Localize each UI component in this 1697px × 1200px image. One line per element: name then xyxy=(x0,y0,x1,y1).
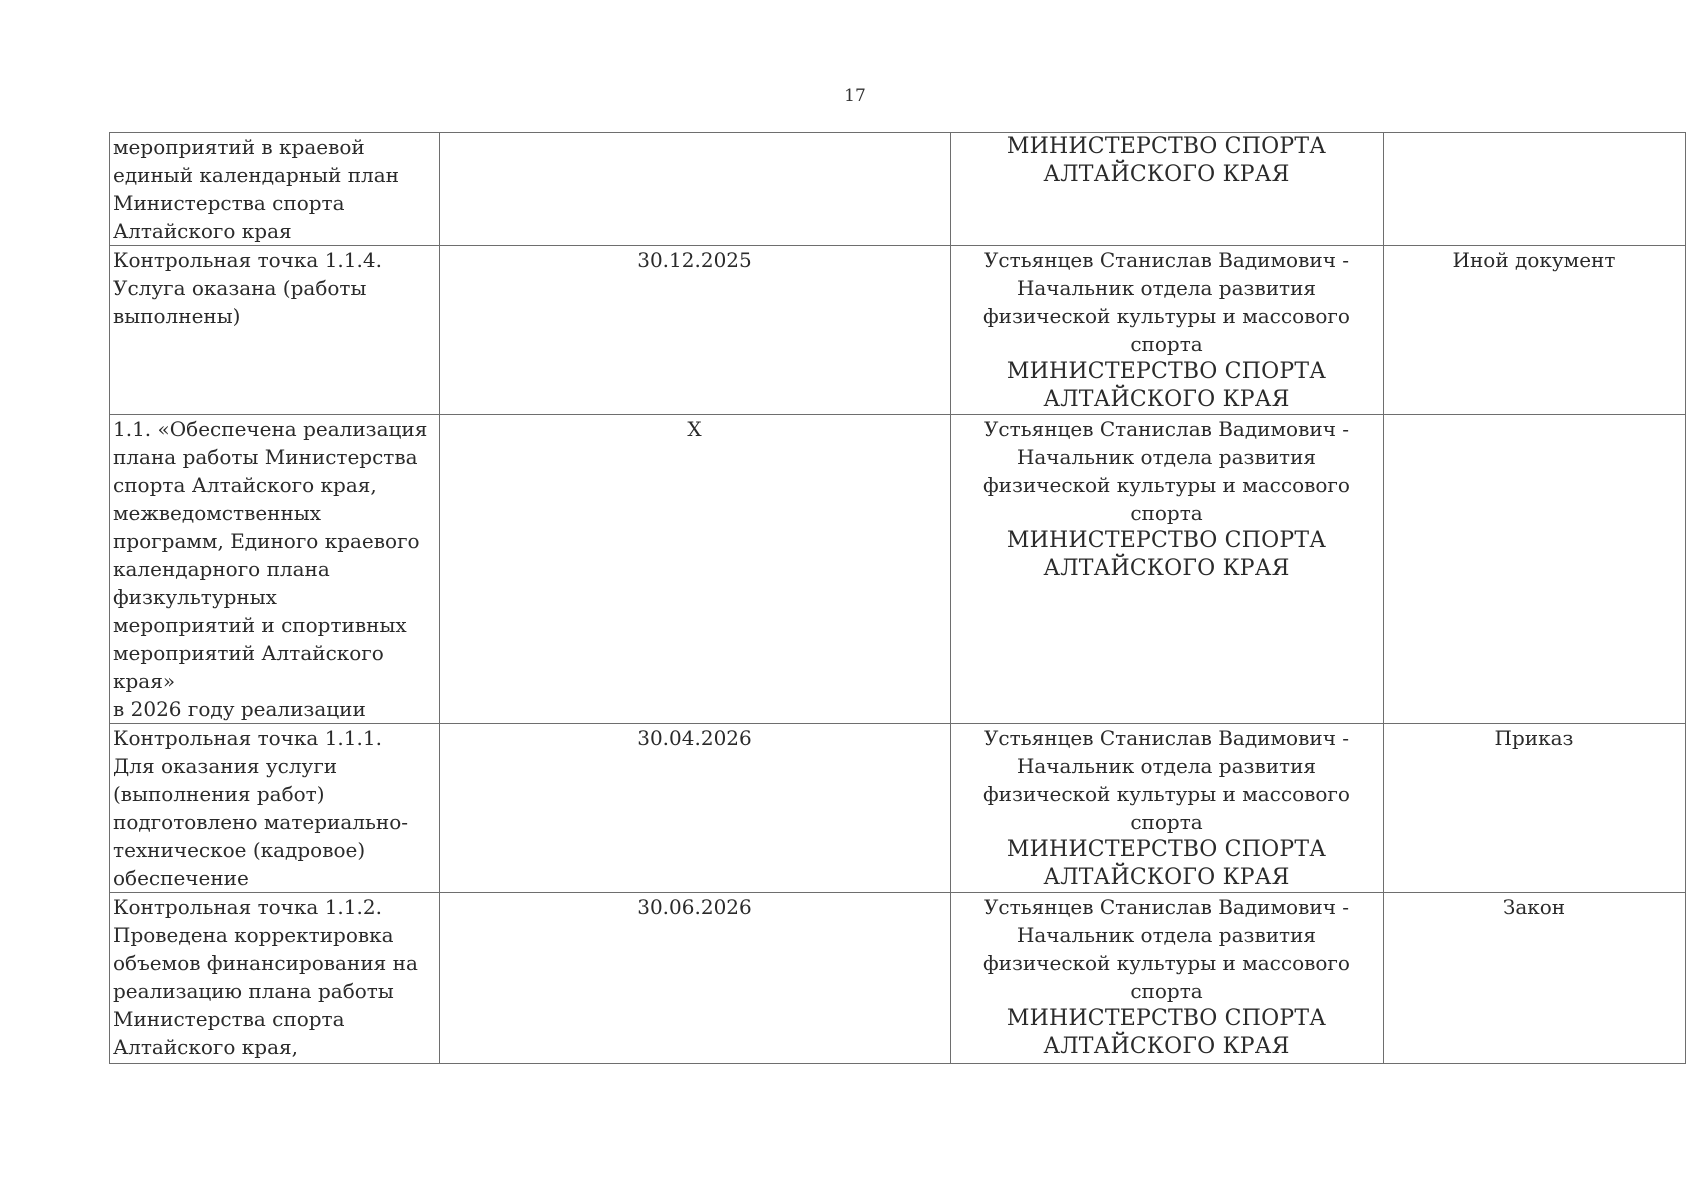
responsible-line: спорта xyxy=(1130,501,1203,525)
event-name-line: мероприятий и спортивных xyxy=(113,613,407,637)
event-name-line: плана работы Министерства xyxy=(113,445,418,469)
document-type-value: Приказ xyxy=(1494,726,1574,750)
table-row xyxy=(110,133,1686,246)
responsible-line: спорта xyxy=(1130,979,1203,1003)
document-type-value: Иной документ xyxy=(1452,248,1616,272)
event-name-line: мероприятий Алтайского xyxy=(113,641,384,665)
responsible-cell xyxy=(951,246,1384,415)
control-points-table xyxy=(109,132,1686,1064)
deadline-cell xyxy=(440,724,951,893)
responsible-line: Устьянцев Станислав Вадимович - xyxy=(983,248,1350,272)
document-type-cell xyxy=(1384,415,1686,724)
responsible-line: физической культуры и массового xyxy=(983,782,1350,806)
event-name-line: в 2026 году реализации xyxy=(113,697,366,721)
responsible-line: спорта xyxy=(1130,810,1203,834)
event-name-line: реализацию плана работы xyxy=(113,979,394,1003)
document-type-cell xyxy=(1384,893,1686,1064)
responsible-line: физической культуры и массового xyxy=(983,951,1350,975)
event-name-line: объемов финансирования на xyxy=(113,951,418,975)
event-name-line: выполнены) xyxy=(113,304,241,328)
event-name-line: Проведена корректировка xyxy=(113,923,394,947)
event-name-line: Алтайского края xyxy=(113,219,292,243)
deadline-cell xyxy=(440,893,951,1064)
event-name-line: Услуга оказана (работы xyxy=(113,276,367,300)
responsible-line: Начальник отдела развития xyxy=(1016,923,1317,947)
event-name-line: межведомственных xyxy=(113,501,322,525)
responsible-line: Начальник отдела развития xyxy=(1016,276,1317,300)
event-name-line: техническое (кадровое) xyxy=(113,838,366,862)
responsible-cell xyxy=(951,893,1384,1064)
responsible-line: Начальник отдела развития xyxy=(1016,445,1317,469)
responsible-line: Устьянцев Станислав Вадимович - xyxy=(983,895,1350,919)
event-name-line: программ, Единого краевого xyxy=(113,529,420,553)
deadline-cell xyxy=(440,133,951,246)
responsible-cell xyxy=(951,724,1384,893)
table-row xyxy=(110,415,1686,724)
responsible-line: Устьянцев Станислав Вадимович - xyxy=(983,417,1350,441)
event-name-line: Министерства спорта xyxy=(113,191,345,215)
event-name-line: Контрольная точка 1.1.4. xyxy=(113,248,382,272)
organization-line: АЛТАЙСКОГО КРАЯ xyxy=(1043,865,1290,890)
event-name-line: края» xyxy=(113,669,176,693)
deadline-cell xyxy=(440,415,951,724)
organization-line: АЛТАЙСКОГО КРАЯ xyxy=(1043,1034,1290,1059)
event-name-cell xyxy=(110,246,440,415)
document-type-cell xyxy=(1384,133,1686,246)
event-name-cell xyxy=(110,724,440,893)
event-name-line: Контрольная точка 1.1.1. xyxy=(113,726,382,750)
organization-line: АЛТАЙСКОГО КРАЯ xyxy=(1043,387,1290,412)
event-name-line: календарного плана xyxy=(113,557,330,581)
deadline-value: 30.04.2026 xyxy=(637,726,752,750)
responsible-line: Устьянцев Станислав Вадимович - xyxy=(983,726,1350,750)
table-row xyxy=(110,246,1686,415)
organization-line: МИНИСТЕРСТВО СПОРТА xyxy=(1006,134,1327,159)
event-name-cell xyxy=(110,415,440,724)
responsible-line: Начальник отдела развития xyxy=(1016,754,1317,778)
organization-line: МИНИСТЕРСТВО СПОРТА xyxy=(1006,528,1327,553)
event-name-line: подготовлено материально- xyxy=(113,810,408,834)
event-name-line: Контрольная точка 1.1.2. xyxy=(113,895,382,919)
responsible-cell xyxy=(951,415,1384,724)
organization-line: МИНИСТЕРСТВО СПОРТА xyxy=(1006,359,1327,384)
event-name-line: Для оказания услуги xyxy=(113,754,338,778)
table-body xyxy=(110,133,1686,1064)
responsible-line: физической культуры и массового xyxy=(983,304,1350,328)
event-name-line: мероприятий в краевой xyxy=(113,135,365,159)
document-type-cell xyxy=(1384,724,1686,893)
event-name-line: обеспечение xyxy=(113,866,249,890)
responsible-cell xyxy=(951,133,1384,246)
organization-line: МИНИСТЕРСТВО СПОРТА xyxy=(1006,837,1327,862)
event-name-line: Министерства спорта xyxy=(113,1007,345,1031)
table-row xyxy=(110,893,1686,1064)
organization-line: АЛТАЙСКОГО КРАЯ xyxy=(1043,556,1290,581)
responsible-line: физической культуры и массового xyxy=(983,473,1350,497)
event-name-line: Алтайского края, xyxy=(113,1035,298,1059)
event-name-line: единый календарный план xyxy=(113,163,399,187)
responsible-line: спорта xyxy=(1130,332,1203,356)
deadline-value: 30.06.2026 xyxy=(637,895,752,919)
organization-line: МИНИСТЕРСТВО СПОРТА xyxy=(1006,1006,1327,1031)
document-type-value: Закон xyxy=(1502,895,1566,919)
event-name-line: физкультурных xyxy=(113,585,277,609)
event-name-line: (выполнения работ) xyxy=(113,782,325,806)
event-name-line: 1.1. «Обеспечена реализация xyxy=(113,417,428,441)
page-number: 17 xyxy=(844,86,866,106)
event-name-cell xyxy=(110,133,440,246)
event-name-line: спорта Алтайского края, xyxy=(113,473,377,497)
table-row xyxy=(110,724,1686,893)
deadline-cell xyxy=(440,246,951,415)
deadline-value: Х xyxy=(687,417,702,441)
deadline-value: 30.12.2025 xyxy=(637,248,752,272)
event-name-cell xyxy=(110,893,440,1064)
document-type-cell xyxy=(1384,246,1686,415)
organization-line: АЛТАЙСКОГО КРАЯ xyxy=(1043,162,1290,187)
